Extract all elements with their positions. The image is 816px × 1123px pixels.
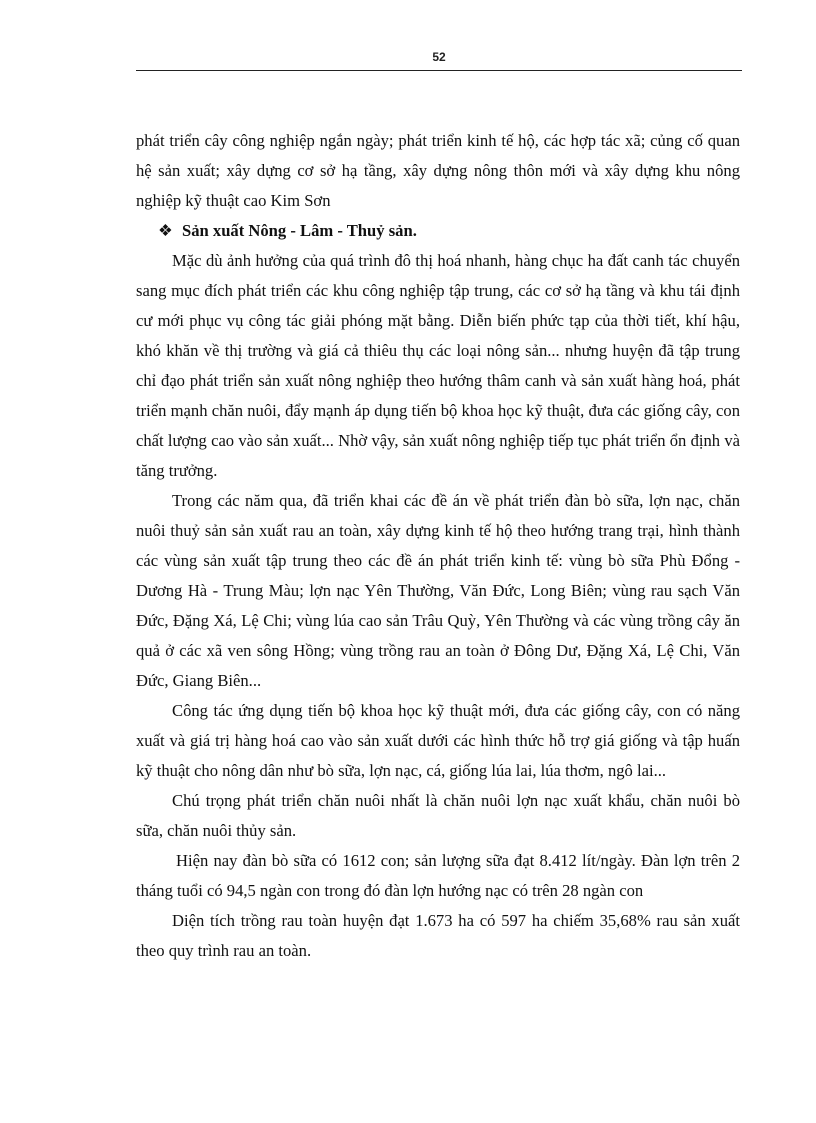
page-body: [136, 126, 740, 966]
section-heading-text: Sản xuất Nông - Lâm - Thuỷ sản.: [182, 221, 417, 240]
paragraph: Diện tích trồng rau toàn huyện đạt 1.673 ha có 597 ha chiếm 35,68% rau sản xuất theo quy trình rau an toàn.: [136, 911, 740, 960]
paragraph: Chú trọng phát triển chăn nuôi nhất là chăn nuôi lợn nạc xuất khẩu, chăn nuôi bò sữa, chăn nuôi thủy sản.: [136, 791, 740, 840]
paragraph: Mặc dù ảnh hưởng của quá trình đô thị hoá nhanh, hàng chục ha đất canh tác chuyển sang mục đích phát triển các khu công nghiệp tập trung, các cơ sở hạ tầng và khu tái định cư mới phục vụ công tác giải phóng mặt bằng. Diễn biến phức tạp của thời tiết, khí hậu, khó khăn về thị trường và giá cả thiêu thụ các loại nông sản... nhưng huyện đã tập trung chỉ đạo phát triển sản xuất nông nghiệp theo hướng thâm canh và sản xuất hàng hoá, phát triển mạnh chăn nuôi, đẩy mạnh áp dụng tiến bộ khoa học kỹ thuật, đưa các giống cây, con chất lượng cao vào sản xuất... Nhờ vậy, sản xuất nông nghiệp tiếp tục phát triển ổn định và tăng trưởng.: [136, 251, 740, 480]
page-header: [136, 46, 742, 71]
diamond-bullet-icon: ❖: [158, 221, 173, 240]
paragraph: Hiện nay đàn bò sữa có 1612 con; sản lượng sữa đạt 8.412 lít/ngày. Đàn lợn trên 2 tháng tuổi có 94,5 ngàn con trong đó đàn lợn hướng nạc có trên 28 ngàn con: [136, 851, 740, 900]
paragraph: Công tác ứng dụng tiến bộ khoa học kỹ thuật mới, đưa các giống cây, con có năng xuất và giá trị hàng hoá cao vào sản xuất dưới các hình thức hỗ trợ giá giống và tập huấn kỹ thuật cho nông dân như bò sữa, lợn nạc, cá, giống lúa lai, lúa thơm, ngô lai...: [136, 701, 740, 780]
paragraph: Trong các năm qua, đã triển khai các đề án về phát triển đàn bò sữa, lợn nạc, chăn nuôi thuỷ sản sản xuất rau an toàn, xây dựng kinh tế hộ theo hướng trang trại, hình thành các vùng sản xuất tập trung theo các đề án phát triển kinh tế: vùng bò sữa Phù Đổng - Dương Hà - Trung Màu; lợn nạc Yên Thường, Văn Đức, Long Biên; vùng rau sạch Văn Đức, Đặng Xá, Lệ Chi; vùng lúa cao sản Trâu Quỳ, Yên Thường và các vùng trồng cây ăn quả ở các xã ven sông Hồng; vùng trồng rau an toàn ở Đông Dư, Đặng Xá, Lệ Chi, Văn Đức, Giang Biên...: [136, 491, 740, 690]
section-heading: [136, 216, 740, 246]
paragraph-continuation: phát triển cây công nghiệp ngắn ngày; phát triển kinh tế hộ, các hợp tác xã; củng cố quan hệ sản xuất; xây dựng cơ sở hạ tầng, xây dựng nông thôn mới và xây dựng khu nông nghiệp kỹ thuật cao Kim Sơn: [136, 131, 740, 210]
page-number: 52: [432, 50, 446, 64]
